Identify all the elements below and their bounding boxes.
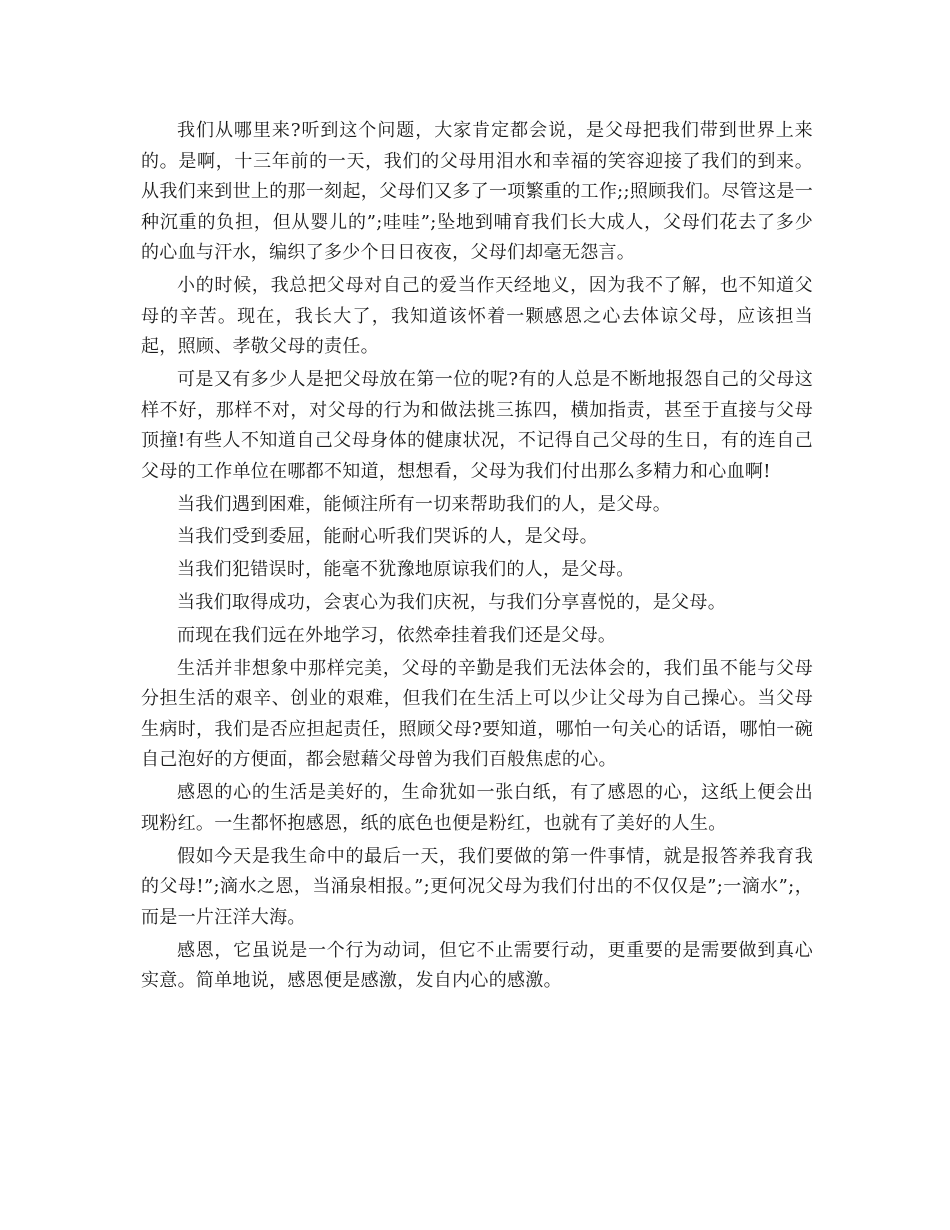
paragraph: 当我们犯错误时，能毫不犹豫地原谅我们的人，是父母。 (177, 559, 635, 581)
paragraph: 而现在我们远在外地学习，依然牵挂着我们还是父母。 (177, 624, 617, 646)
paragraph: 当我们遇到困难，能倾注所有一切来帮助我们的人，是父母。 (177, 493, 672, 515)
paragraph: 当我们受到委屈，能耐心听我们哭诉的人，是父母。 (177, 526, 598, 548)
paragraph: 生活并非想象中那样完美，父母的辛勤是我们无法体会的，我们虽不能与父母分担生活的艰辛、创业的艰难，但我们在生活上可以少让父母为自己操心。当父母生病时，我们是否应担起责任，照顾父母?要知道，哪怕一句关心的话语，哪怕一碗自己泡好的方便面，都会慰藉父母曾为我们百般焦虑的心。 (141, 657, 813, 771)
document-body (141, 116, 813, 999)
paragraph: 小的时候，我总把父母对自己的爱当作天经地义，因为我不了解，也不知道父母的辛苦。现在，我长大了，我知道该怀着一颗感恩之心去体谅父母，应该担当起，照顾、孝敬父母的责任。 (141, 275, 813, 358)
paragraph: 假如今天是我生命中的最后一天，我们要做的第一件事情，就是报答养我育我的父母!”;滴水之恩，当涌泉相报。”;更何况父母为我们付出的不仅仅是”;一滴水”;，而是一片汪洋大海。 (141, 845, 813, 928)
paragraph: 当我们取得成功，会衷心为我们庆祝，与我们分享喜悦的，是父母。 (177, 592, 726, 614)
paragraph: 感恩，它虽说是一个行为动词，但它不止需要行动，更重要的是需要做到真心实意。简单地说，感恩便是感激，发自内心的感激。 (141, 939, 813, 992)
paragraph: 可是又有多少人是把父母放在第一位的呢?有的人总是不断地报怨自己的父母这样不好，那样不对，对父母的行为和做法挑三拣四，横加指责，甚至于直接与父母顶撞!有些人不知道自己父母身体的健康状况，不记得自己父母的生日，有的连自己父母的工作单位在哪都不知道，想想看，父母为我们付出那么多精力和心血啊! (141, 369, 813, 482)
paragraph: 感恩的心的生活是美好的，生命犹如一张白纸，有了感恩的心，这纸上便会出现粉红。一生都怀抱感恩，纸的底色也便是粉红，也就有了美好的人生。 (141, 782, 813, 834)
paragraph: 我们从哪里来?听到这个问题，大家肯定都会说，是父母把我们带到世界上来的。是啊，十三年前的一天，我们的父母用泪水和幸福的笑容迎接了我们的到来。从我们来到世上的那一刻起，父母们又多了一项繁重的工作;;照顾我们。尽管这是一种沉重的负担，但从婴儿的”;哇哇”;坠地到哺育我们长大成人，父母们花去了多少的心血与汗水，编织了多少个日日夜夜，父母们却毫无怨言。 (141, 120, 813, 264)
